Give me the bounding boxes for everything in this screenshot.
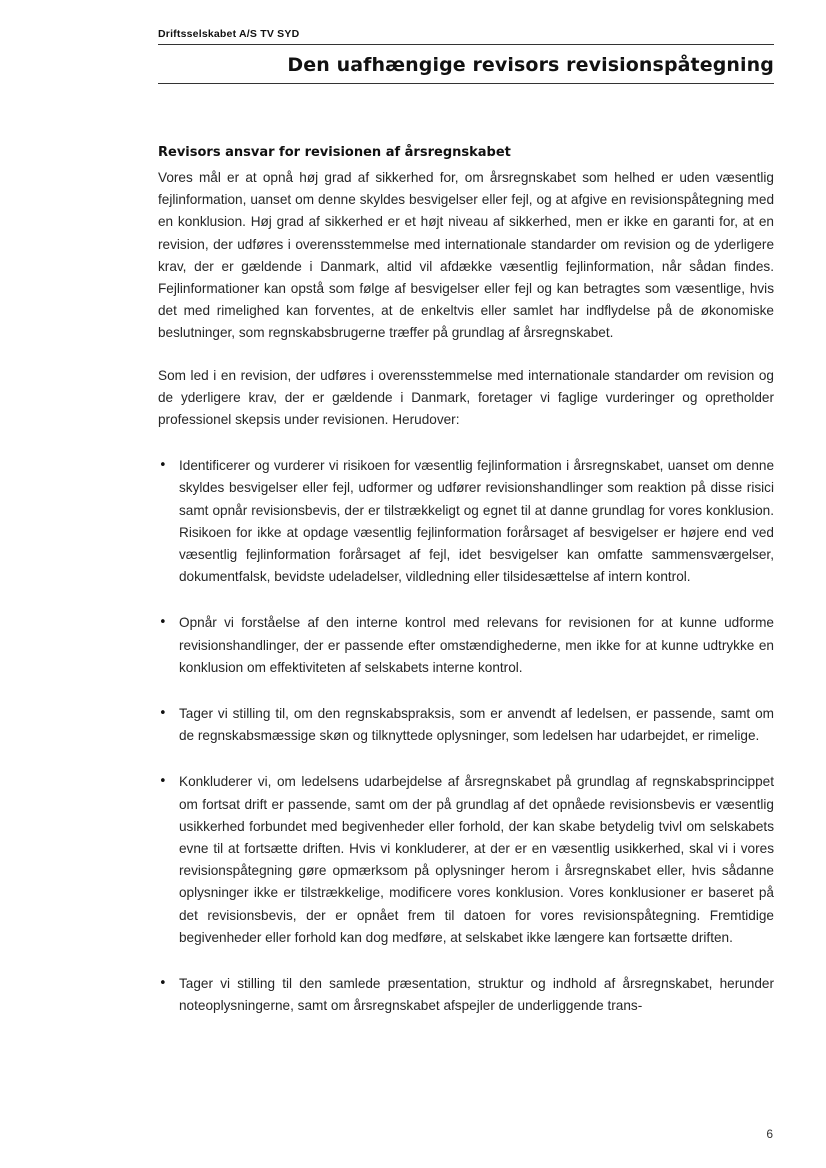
company-name: Driftsselskabet A/S TV SYD <box>158 28 300 40</box>
document-title: Den uafhængige revisors revisionspåtegning <box>287 54 774 76</box>
list-item <box>158 771 774 949</box>
list-item <box>158 455 774 588</box>
main-content <box>158 145 774 1042</box>
list-item-text: Konkluderer vi, om ledelsens udarbejdelse af årsregnskabet på grundlag af regnskabsprincippet om fortsat drift er passende, samt om der på grundlag af det opnåede revisionsbevis er væsentlig usikkerhed forbundet med begivenheder eller forhold, der kan skabe betydelig tvivl om selskabets evne til at fortsætte driften. Hvis vi konkluderer, at der er en væsentlig usikkerhed, skal vi i vores revisionspåtegning gøre opmærksom på oplysninger herom i årsregnskabet eller, hvis sådanne oplysninger ikke er tilstrækkelige, modificere vores konklusion. Vores konklusioner er baseret på det revisionsbevis, der er opnået frem til datoen for vores revisionspåtegning. Fremtidige begivenheder eller forhold kan dog medføre, at selskabet ikke længere kan fortsætte driften. <box>179 774 774 945</box>
list-item-text: Tager vi stilling til, om den regnskabspraksis, som er anvendt af ledelsen, er passende, samt om de regnskabsmæssige skøn og tilknyttede oplysninger, som ledelsen har udarbejdet, er rimelige. <box>179 706 774 744</box>
list-item-text: Opnår vi forståelse af den interne kontrol med relevans for revisionen for at kunne udforme revisionshandlinger, der er passende efter omstændighederne, men ikke for at kunne udtrykke en konklusion om effektiviteten af selskabets interne kontrol. <box>179 615 774 675</box>
bullet-icon: • <box>159 706 167 722</box>
paragraph-audit-conduct: Som led i en revision, der udføres i overensstemmelse med internationale standarder om revision og de yderligere krav, der er gældende i Danmark, foretager vi faglige vurderinger og opretholder professionel skepsis under revisionen. Herudover: <box>158 367 774 428</box>
title-divider <box>158 83 774 84</box>
bullet-icon: • <box>159 615 167 631</box>
list-item <box>158 612 774 679</box>
list-item-text: Identificerer og vurderer vi risikoen for væsentlig fejlinformation i årsregnskabet, uanset om denne skyldes besvigelser eller fejl, udformer og udfører revisionshandlinger som reaktion på disse risici samt opnår revisionsbevis, der er tilstrækkeligt og egnet til at danne grundlag for vores konklusion. Risikoen for ikke at opdage væsentlig fejlinformation forårsaget af besvigelser er højere end ved væsentlig fejlinformation forårsaget af fejl, idet besvigelser kan omfatte sammensværgelser, dokumentfalsk, bevidste udeladelser, vildledning eller tilsidesættelse af intern kontrol. <box>179 458 774 585</box>
page-number: 6 <box>766 1127 773 1141</box>
section-heading: Revisors ansvar for revisionen af årsregnskabet <box>158 145 511 160</box>
bullet-list <box>158 455 774 1017</box>
list-item <box>158 703 774 747</box>
list-item <box>158 973 774 1017</box>
bullet-icon: • <box>159 774 167 790</box>
paragraph-audit-objective: Vores mål er at opnå høj grad af sikkerhed for, om årsregnskabet som helhed er uden væsentlig fejlinformation, uanset om denne skyldes besvigelser eller fejl, og at afgive en revisionspåtegning med en konklusion. Høj grad af sikkerhed er et højt niveau af sikkerhed, men er ikke en garanti for, at en revision, der udføres i overensstemmelse med internationale standarder om revision og de yderligere krav, der er gældende i Danmark, altid vil afdække væsentlig fejlinformation, når sådan findes. Fejlinformationer kan opstå som følge af besvigelser eller fejl og kan betragtes som væsentlige, hvis det med rimelighed kan forventes, at de enkeltvis eller samlet har indflydelse på de økonomiske beslutninger, som regnskabsbrugerne træffer på grundlag af årsregnskabet. <box>158 170 774 341</box>
company-divider <box>158 44 774 45</box>
bullet-icon: • <box>159 458 167 474</box>
bullet-icon: • <box>159 976 167 992</box>
list-item-text: Tager vi stilling til den samlede præsentation, struktur og indhold af årsregnskabet, herunder noteoplysningerne, samt om årsregnskabet afspejler de underliggende trans- <box>179 976 774 1014</box>
page-header <box>158 28 774 84</box>
